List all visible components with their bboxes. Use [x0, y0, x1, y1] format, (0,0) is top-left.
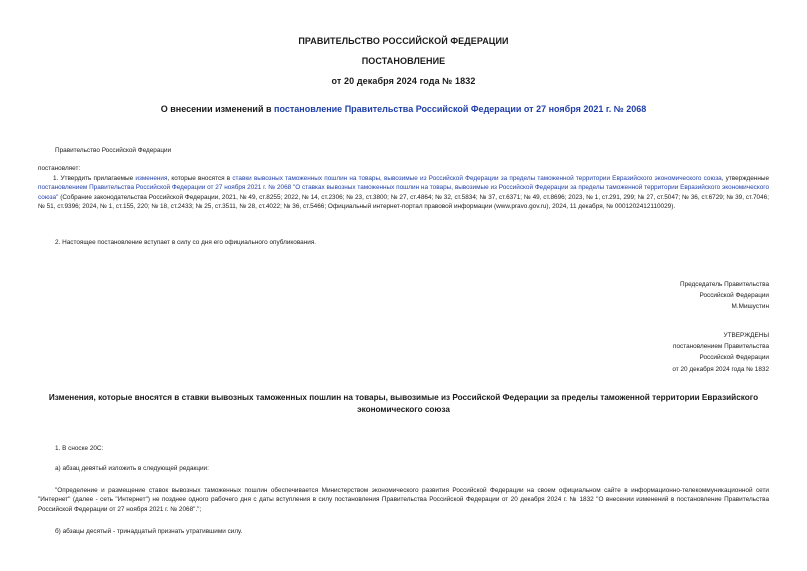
- approval-line-1: УТВЕРЖДЕНЫ: [723, 332, 769, 339]
- issuer-text: Правительство Российской Федерации: [55, 147, 172, 154]
- approval-line-4: от 20 декабря 2024 года № 1832: [672, 365, 769, 373]
- amended-decree-link[interactable]: постановление Правительства Российской Федерации от 27 ноября 2021 г. № 2068: [274, 104, 647, 114]
- doc-type-heading: ПОСТАНОВЛЕНИЕ: [361, 56, 446, 66]
- p1-text-d: (Собрание законодательства Российской Федерации, 2021, № 49, ст.8255; 2022, № 14, ст.2306; № 23, ст.3800; № 27, ст.4864; № 32, ст.5834; № 37, ст.6371; № 49, ст.8696; 2023, № 1, ст.291, 299; № 27, ст.5047; № 36, ст.6729; № 39, ст.7046; № 51, ст.9396; 2024, № 1, ст.155, 220; № 18, ст.2433; № 25, ст.3511, № 28, ст.4022; № 36, ст.5466; Официальный интернет-портал правовой информации (www.pravo.gov.ru), 2024, 11 декабря, № 0001202412110029).: [38, 193, 769, 211]
- decrees-text: постановляет:: [38, 165, 81, 172]
- date-number-line: от 20 декабря 2024 года № 1832: [331, 76, 476, 86]
- decree-2068-link[interactable]: постановлением Правительства Российской Федерации от 27 ноября 2021 г. № 2068 "О ставках вывозных таможенных пошлин на товары, вывозимые из Российской Федерации за пределы таможенной территории Евразийского экономического союза": [38, 184, 769, 201]
- signature-line-3: М.Мишустин: [731, 303, 769, 311]
- annex-item-1: 1. В сноске 20С:: [55, 445, 104, 452]
- title-prefix: О внесении изменений в: [160, 104, 275, 114]
- document-title: [0, 104, 807, 114]
- p1-text-b: , которые вносятся в: [167, 175, 233, 182]
- signature-line-1: Председатель Правительства: [680, 281, 769, 288]
- annex-item-b: б) абзацы десятый - тринадцатый признать утратившими силу.: [55, 528, 243, 535]
- p1-text-a: 1. Утвердить прилагаемые: [53, 175, 136, 182]
- signature-block: [680, 279, 769, 313]
- annex-title: Изменения, которые вносятся в ставки вывозных таможенных пошлин на товары, вывозимые из Российской Федерации за пределы таможенной территории Евразийского экономического союза: [48, 393, 759, 414]
- paragraph-2: 2. Настоящее постановление вступает в силу со дня его официального опубликования.: [55, 239, 317, 246]
- annex-quote: "Определение и размещение ставок вывозных таможенных пошлин обеспечивается Министерством экономического развития Российской Федерации на своем официальном сайте в информационно-телекоммуникационной сети "Интернет" (далее - сеть "Интернет") не позднее одного рабочего дня с даты вступления в силу постановления Правительства Российской Федерации от 20 декабря 2024 г. № 1832 "О внесении изменений в постановление Правительства Российской Федерации от 27 ноября 2021 г. № 2068".";: [38, 487, 769, 513]
- paragraph-1: [38, 174, 769, 212]
- government-heading: ПРАВИТЕЛЬСТВО РОССИЙСКОЙ ФЕДЕРАЦИИ: [298, 36, 509, 46]
- approval-line-2: постановлением Правительства: [673, 343, 769, 351]
- p1-text-c: , утвержденные: [721, 175, 769, 182]
- signature-line-2: Российской Федерации: [699, 292, 769, 300]
- export-duty-rates-link[interactable]: ставки вывозных таможенных пошлин на товары, вывозимые из Российской Федерации за пределы таможенной территории Евразийского экономического союза: [232, 175, 722, 182]
- approval-block: [672, 330, 769, 375]
- approval-line-3: Российской Федерации: [699, 354, 769, 362]
- annex-item-a: а) абзац девятый изложить в следующей редакции:: [55, 465, 209, 472]
- changes-link[interactable]: изменения: [135, 175, 168, 182]
